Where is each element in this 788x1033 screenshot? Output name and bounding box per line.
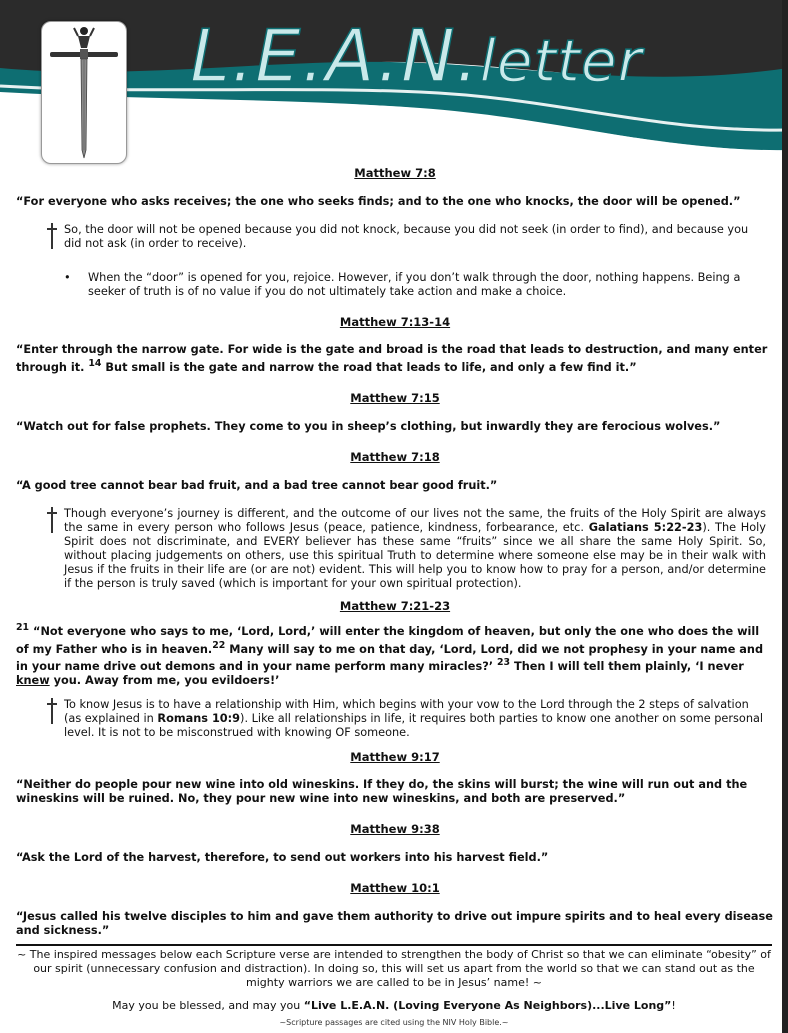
newsletter-title: L.E.A.N.letter: [190, 14, 643, 98]
cross-icon: [46, 698, 58, 724]
bullet-marker: •: [64, 271, 71, 284]
sword-icon: [42, 22, 126, 163]
scripture-reference: Matthew 7:13-14: [339, 315, 451, 329]
scripture-reference: Matthew 7:8: [354, 166, 436, 180]
page-edge: [782, 0, 788, 1033]
verse-text: “Enter through the narrow gate. For wide is the gate and broad is the road that leads to destruction, and many enter through it. $^{14}$ But small is the gate and narrow the road that leads to life, and only a few find it.”: [16, 343, 768, 374]
scripture-reference: Matthew 9:17: [350, 750, 440, 765]
verse-text: “Neither do people pour new wine into old wineskins. If they do, the skins will burst; the wine will run out and the wineskins will be ruined. No, they pour new wine into new wineskins, and both are preserved.”: [16, 778, 748, 806]
page-header: [0, 0, 788, 160]
cross-icon: [46, 507, 58, 533]
scripture-reference: Matthew 7:18: [350, 449, 440, 464]
verse-text: “Jesus called his twelve disciples to him and gave them authority to drive out impure spirits and to heal every disease and sickness.”: [16, 910, 773, 938]
commentary-note: To know Jesus is to have a relationship with Him, which begins with your vow to the Lord through the 2 steps of salvation (as explained in Romans 10:9). Like all relationships in life, it requires both parties to know one another on some personal level. It is not to be misconstrued with knowing OF someone.: [16, 698, 774, 740]
scripture-reference: Matthew 9:38: [350, 822, 440, 837]
scripture-reference: Matthew 7:15: [350, 390, 440, 405]
commentary-note: So, the door will not be opened because you did not knock, because you did not seek (in order to find), and because you did not ask (in order to receive).: [16, 223, 774, 251]
logo: [41, 21, 127, 164]
verse-text: “Ask the Lord of the harvest, therefore, to send out workers into his harvest field.”: [16, 851, 549, 865]
verse-text: $^{21}$ “Not everyone who says to me, ‘Lord, Lord,’ will enter the kingdom of heaven, but only the one who does the will of my Father who is in heaven.$^{22}$ Many will say to me on that day, ‘Lord, Lord, did we not prophesy in your name and in your name drive out demons and in your name perform many miracles?’ $^{23}$ Then I will tell them plainly, ‘I never knew you. Away from me, you evildoers!’: [16, 621, 764, 688]
verse-text: “For everyone who asks receives; the one who seeks finds; and to the one who knocks, the door will be opened.”: [16, 195, 741, 208]
page-footer: [16, 944, 772, 1027]
scripture-reference: Matthew 7:21-23: [339, 598, 451, 613]
scripture-reference: Matthew 10:1: [350, 881, 440, 896]
bullet-note: • When the “door” is opened for you, rejoice. However, if you don’t walk through the door, nothing happens. Being a seeker of truth is of no value if you do not ultimately take action and make a choice.: [64, 271, 741, 298]
commentary-note: Though everyone’s journey is different, and the outcome of our lives not the same, the fruits of the Holy Spirit are always the same in every person who follows Jesus (peace, patience, kindness, forbearance, etc. Galatians 5:22-23). The Holy Spirit does not discriminate, and EVERY believer has these same “fruits” since we all share the same Holy Spirit. So, without placing judgements on others, use this spiritual Truth to determine where someone else may be in their walk with Jesus if the fruits in their life are (or are not) evident. This will help you to know how to pray for a person, and/or determine if the person is truly saved (which is important for your own spiritual protection).: [16, 507, 774, 591]
verse-text: “A good tree cannot bear bad fruit, and a bad tree cannot bear good fruit.”: [16, 478, 498, 492]
cross-icon: [46, 223, 58, 249]
footer-message: ~ The inspired messages below each Scripture verse are intended to strengthen the body of Christ so that we can eliminate “obesity” of our spirit (unnecessary confusion and distraction). In doing so, this will set us apart from the world so that we can stand out as the mighty warriors we are called to be in Jesus’ name! ~: [17, 948, 771, 989]
newsletter-body: [16, 164, 774, 938]
footer-citation: ~Scripture passages are cited using the NIV Holy Bible.~: [279, 1018, 509, 1027]
verse-text: “Watch out for false prophets. They come to you in sheep’s clothing, but inwardly they are ferocious wolves.”: [16, 419, 721, 433]
footer-blessing: May you be blessed, and may you “Live L.E.A.N. (Loving Everyone As Neighbors)...Live Long”!: [112, 999, 676, 1012]
